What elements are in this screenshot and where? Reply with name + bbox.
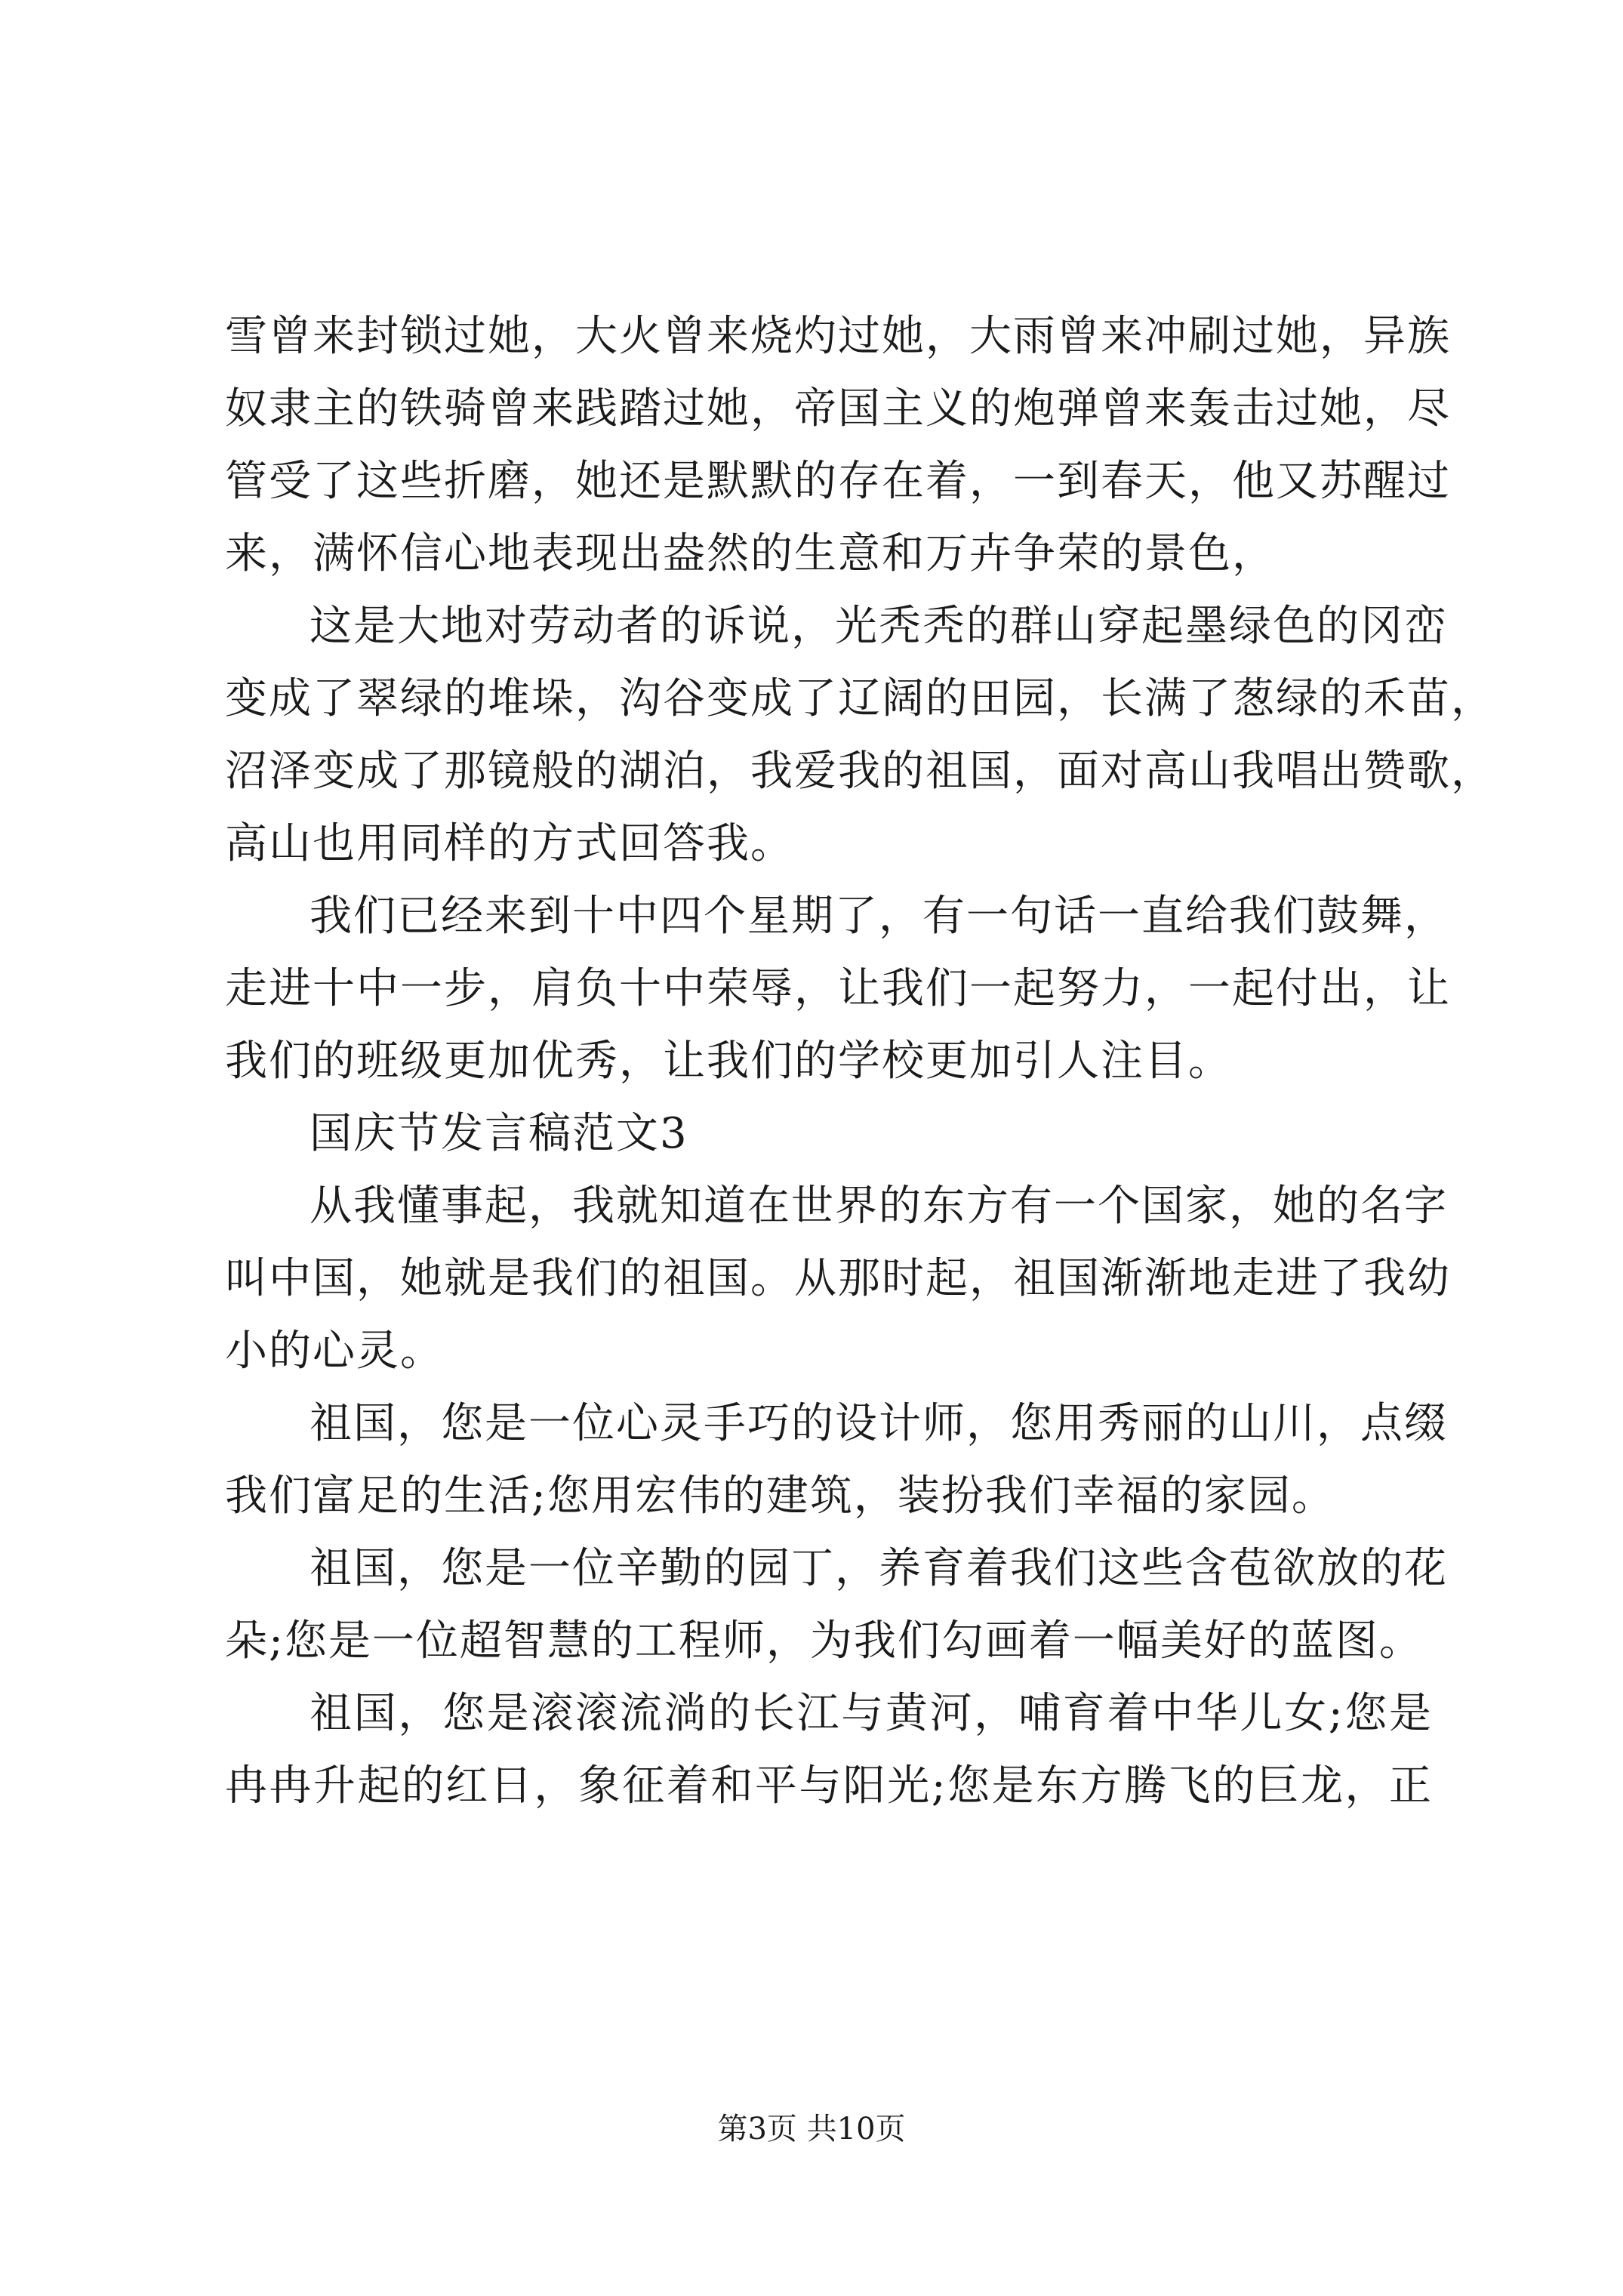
text-line: 管受了这些折磨，她还是默默的存在着，一到春天，他又苏醒过 [225, 457, 1451, 506]
text-line: 我们的班级更加优秀，让我们的学校更加引人注目。 [225, 1037, 1232, 1086]
text-line: 雪曾来封锁过她，大火曾来烧灼过她，大雨曾来冲刷过她，异族 [225, 312, 1451, 361]
text-line: 朵;您是一位超智慧的工程师，为我们勾画着一幅美好的蓝图。 [225, 1616, 1423, 1666]
text-line: 小的心灵。 [225, 1327, 444, 1376]
text-line: 变成了翠绿的堆垛，沟谷变成了辽阔的田园，长满了葱绿的禾苗， [225, 674, 1495, 723]
text-line: 来，满怀信心地表现出盎然的生意和万卉争荣的景色， [225, 529, 1276, 578]
text-line: 奴隶主的铁骑曾来践踏过她，帝国主义的炮弹曾来轰击过她，尽 [225, 384, 1451, 433]
text-line: 我们富足的生活;您用宏伟的建筑，装扮我们幸福的家园。 [225, 1472, 1335, 1521]
text-line: 走进十中一步，肩负十中荣辱，让我们一起努力，一起付出，让 [225, 964, 1451, 1013]
text-line: 冉冉升起的红日，象征着和平与阳光;您是东方腾飞的巨龙，正 [225, 1761, 1433, 1811]
section-heading: 国庆节发言稿范文3 [310, 1109, 688, 1158]
text-line: 祖国，您是一位心灵手巧的设计师，您用秀丽的山川，点缀 [310, 1399, 1448, 1448]
text-line: 这是大地对劳动者的诉说，光秃秃的群山穿起墨绿色的冈峦 [310, 602, 1448, 651]
text-line: 祖国，您是滚滚流淌的长江与黄河，哺育着中华儿女;您是 [310, 1689, 1433, 1738]
page-footer: 第3页 共10页 [717, 2112, 906, 2147]
text-line: 高山也用同样的方式回答我。 [225, 819, 794, 868]
text-line: 从我懂事起，我就知道在世界的东方有一个国家，她的名字 [310, 1182, 1448, 1231]
body-text [225, 300, 1495, 1823]
text-line: 沼泽变成了那镜般的湖泊，我爱我的祖国，面对高山我唱出赞歌， [225, 747, 1495, 796]
text-line: 叫中国，她就是我们的祖国。从那时起，祖国渐渐地走进了我幼 [225, 1254, 1451, 1303]
text-line: 祖国，您是一位辛勤的园丁，养育着我们这些含苞欲放的花 [310, 1544, 1448, 1593]
text-line: 我们已经来到十中四个星期了，有一句话一直给我们鼓舞， [310, 892, 1448, 941]
